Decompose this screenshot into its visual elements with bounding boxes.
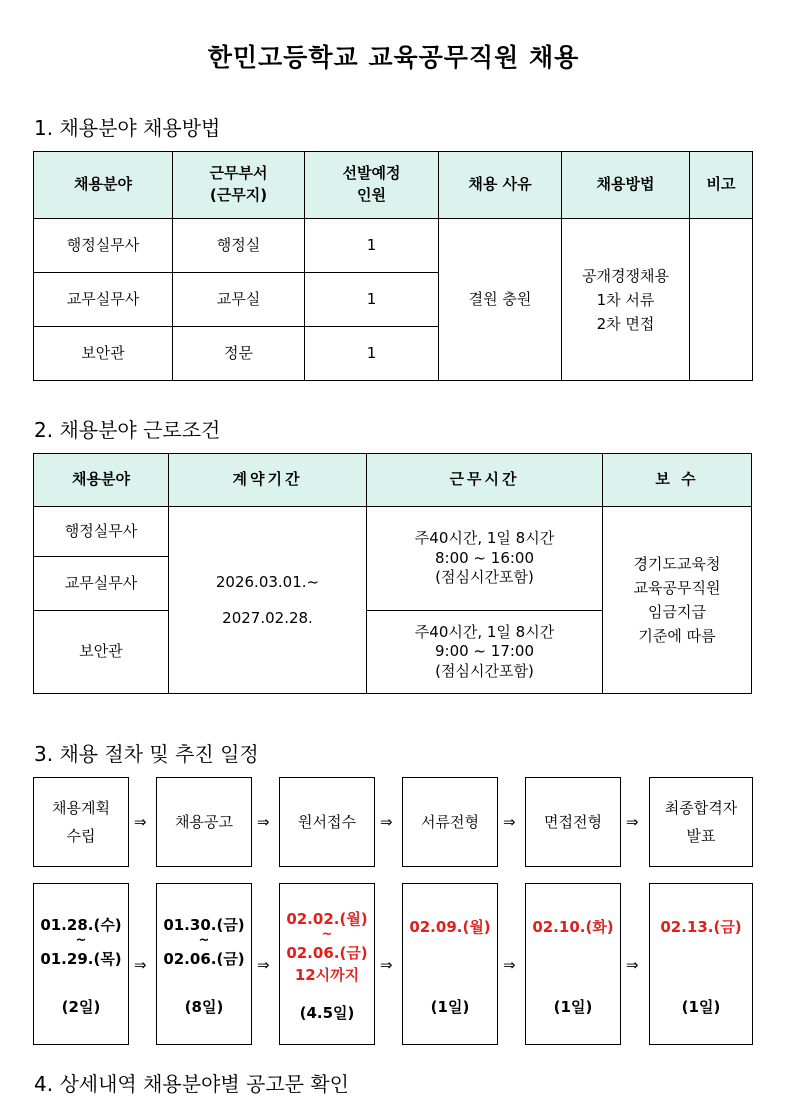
field-cell: 보안관 <box>34 611 169 694</box>
date-box-notice <box>156 883 252 1045</box>
header-note: 비고 <box>690 152 753 219</box>
date-tilde: ~ <box>75 933 87 948</box>
date-end: 01.29.(목) <box>40 950 122 968</box>
dept-cell: 행정실 <box>173 219 305 273</box>
arrow-icon: ⇒ <box>503 956 516 974</box>
count-cell: 1 <box>305 327 439 381</box>
field-cell: 행정실무사 <box>34 507 169 557</box>
step-label: 서류전형 <box>421 812 479 831</box>
date-end: 02.06.(금) <box>286 944 368 962</box>
section4-heading: 4. 상세내역 채용분야별 공고문 확인 <box>34 1072 349 1096</box>
date-start: 02.09.(월) <box>409 918 491 936</box>
header-reason: 채용 사유 <box>439 152 562 219</box>
date-box-document <box>402 883 498 1045</box>
count-cell: 1 <box>305 219 439 273</box>
date-start: 01.28.(수) <box>40 916 122 934</box>
date-days: (1일) <box>681 998 721 1016</box>
header-dept: 근무부서 (근무지) <box>173 152 305 219</box>
date-end: 02.06.(금) <box>163 950 245 968</box>
date-days: (1일) <box>553 998 593 1016</box>
field-cell: 교무실무사 <box>34 557 169 611</box>
date-box-plan <box>33 883 129 1045</box>
header-hours: 근무시간 <box>367 454 603 507</box>
arrow-icon: ⇒ <box>380 813 393 831</box>
date-tilde: ~ <box>198 933 210 948</box>
step-label: 면접전형 <box>544 812 602 831</box>
date-days: (8일) <box>184 998 224 1016</box>
step-interview <box>525 777 621 867</box>
dept-cell: 정문 <box>173 327 305 381</box>
reason-cell: 결원 충원 <box>439 219 562 381</box>
date-start: 02.10.(화) <box>532 918 614 936</box>
note-cell <box>690 219 753 381</box>
hours-cell: 주40시간, 1일 8시간 8:00 ~ 16:00 (점심시간포함) <box>367 507 603 611</box>
date-box-final <box>649 883 753 1045</box>
count-cell: 1 <box>305 273 439 327</box>
section1-heading: 1. 채용분야 채용방법 <box>34 116 221 140</box>
arrow-icon: ⇒ <box>134 813 147 831</box>
step-application <box>279 777 375 867</box>
date-start: 01.30.(금) <box>163 916 245 934</box>
header-count: 선발예정 인원 <box>305 152 439 219</box>
step-label: 원서접수 <box>298 812 356 831</box>
step-notice <box>156 777 252 867</box>
arrow-icon: ⇒ <box>626 813 639 831</box>
hours-cell: 주40시간, 1일 8시간 9:00 ~ 17:00 (점심시간포함) <box>367 611 603 694</box>
arrow-icon: ⇒ <box>257 813 270 831</box>
header-method: 채용방법 <box>562 152 690 219</box>
pay-cell: 경기도교육청 교육공무직원 임금지급 기준에 따름 <box>603 507 752 694</box>
date-days: (2일) <box>61 998 101 1016</box>
date-extra: 12시까지 <box>294 966 360 984</box>
step-label: 최종합격자 발표 <box>664 798 738 845</box>
date-start: 02.13.(금) <box>660 918 742 936</box>
step-plan <box>33 777 129 867</box>
recruitment-table <box>33 151 753 381</box>
period-cell: 2026.03.01.~ 2027.02.28. <box>169 507 367 694</box>
field-cell: 행정실무사 <box>34 219 173 273</box>
section3-heading: 3. 채용 절차 및 추진 일정 <box>34 742 259 766</box>
step-label: 채용계획 수립 <box>52 798 110 845</box>
date-start: 02.02.(월) <box>286 910 368 928</box>
field-cell: 교무실무사 <box>34 273 173 327</box>
date-box-application <box>279 883 375 1045</box>
arrow-icon: ⇒ <box>134 956 147 974</box>
table-row <box>34 507 752 557</box>
section2-heading: 2. 채용분야 근로조건 <box>34 418 221 442</box>
field-cell: 보안관 <box>34 327 173 381</box>
page-title: 한민고등학교 교육공무직원 채용 <box>207 43 580 72</box>
arrow-icon: ⇒ <box>503 813 516 831</box>
dept-cell: 교무실 <box>173 273 305 327</box>
table-row <box>34 219 753 273</box>
step-document <box>402 777 498 867</box>
date-days: (1일) <box>430 998 470 1016</box>
date-box-interview <box>525 883 621 1045</box>
header-pay: 보 수 <box>603 454 752 507</box>
header-field: 채용분야 <box>34 454 169 507</box>
arrow-icon: ⇒ <box>257 956 270 974</box>
step-final <box>649 777 753 867</box>
header-period: 계약기간 <box>169 454 367 507</box>
arrow-icon: ⇒ <box>380 956 393 974</box>
arrow-icon: ⇒ <box>626 956 639 974</box>
conditions-table <box>33 453 752 694</box>
date-days: (4.5일) <box>299 1004 355 1022</box>
method-cell: 공개경쟁채용 1차 서류 2차 면접 <box>562 219 690 381</box>
step-label: 채용공고 <box>175 812 233 831</box>
header-field: 채용분야 <box>34 152 173 219</box>
date-tilde: ~ <box>321 927 333 942</box>
